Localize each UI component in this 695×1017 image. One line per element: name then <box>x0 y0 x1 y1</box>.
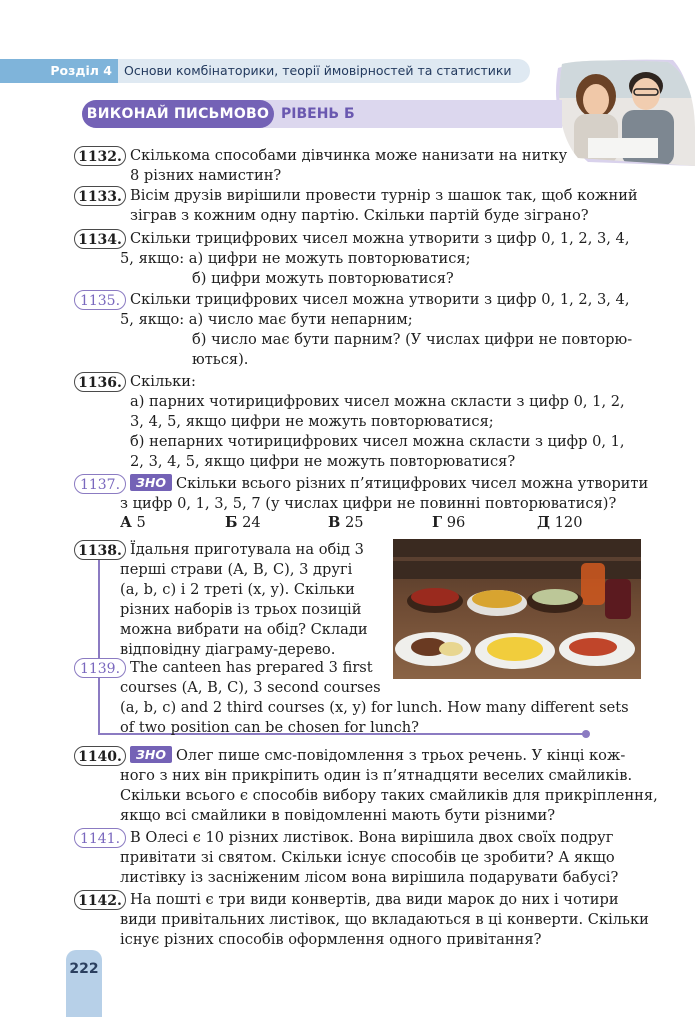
answer-letter: В <box>328 514 341 531</box>
problem-1138-line-1: Їдальня приготувала на обід 3 <box>130 541 364 558</box>
problem-1136-line-1: Скільки: <box>130 373 196 390</box>
section-title: Основи комбінаторики, теорії ймовірностей та статистики <box>124 63 512 78</box>
problem-1136-line-5: 2, 3, 4, 5, якщо цифри не можуть повторюватися? <box>130 453 516 470</box>
zno-badge: ЗНО <box>130 746 172 763</box>
problem-1135-line-2: 5, якщо: а) число має бути непарним; <box>120 311 413 328</box>
task-type-label: ВИКОНАЙ ПИСЬМОВО <box>86 106 270 122</box>
problem-1135-line-4: ються). <box>192 351 249 368</box>
problem-1138-line-4: різних наборів із трьох позицій <box>120 601 362 618</box>
students-photo <box>548 58 695 166</box>
problem-1141-line-2: привітати зі святом. Скільки існує способів це зробити? А якщо <box>120 849 615 866</box>
problem-1139-line-2: courses (A, B, C), 3 second courses <box>120 679 381 696</box>
section-label: Розділ 4 <box>50 63 112 78</box>
problem-1142-line-1: На пошті є три види конвертів, два види марок до них і чотири <box>130 891 619 908</box>
problem-1133-line-2: зіграв з кожним одну партію. Скільки партій буде зіграно? <box>130 207 589 224</box>
problem-1139-line-1: The canteen has prepared 3 first <box>130 659 373 676</box>
problem-number-1141: 1141. <box>74 828 126 848</box>
problem-number-1139: 1139. <box>74 658 126 678</box>
problem-1132-line-1: Скількома способами дівчинка може нанизати на нитку <box>130 147 568 164</box>
problem-number-1136: 1136. <box>74 372 126 392</box>
problem-1137-text-1: Скільки всього різних п’ятицифрових чисел можна утворити <box>175 475 649 492</box>
problem-1139-line-3: (a, b, c) and 2 third courses (x, y) for lunch. How many different sets <box>120 699 629 716</box>
problem-1134-line-3: б) цифри можуть повторюватися? <box>192 270 454 287</box>
answer-value: 120 <box>554 514 583 531</box>
page-number: 222 <box>69 961 99 977</box>
bracket-end-dot <box>582 730 590 738</box>
problem-number-1138: 1138. <box>74 540 126 560</box>
problem-1138-line-6: відповідну діаграму-дерево. <box>120 641 336 658</box>
problem-number-1133: 1133. <box>74 186 126 206</box>
answer-option-g <box>432 514 465 531</box>
answer-option-d <box>537 514 582 531</box>
answer-option-v <box>328 514 364 531</box>
zno-badge: ЗНО <box>130 474 172 491</box>
answer-letter: А <box>120 514 132 531</box>
answer-value: 96 <box>446 514 466 531</box>
problem-1140-line-2: ного з них він прикріпить один із п’ятнадцяти веселих смайликів. <box>120 767 633 784</box>
problem-number-1132: 1132. <box>74 146 126 166</box>
section-tag <box>0 59 118 83</box>
problem-1138-line-2: перші страви (A, B, C), 3 другі <box>120 561 353 578</box>
problem-1132-line-2: 8 різних намистин? <box>130 167 282 184</box>
problem-1140-line-4: якщо всі смайлики в повідомленні мають бути різними? <box>120 807 556 824</box>
canteen-food-photo <box>393 539 641 679</box>
problem-1141-line-3: листівку із засніженим лісом вона вирішила подарувати бабусі? <box>120 869 619 886</box>
problem-number-1137: 1137. <box>74 474 126 494</box>
problem-1142-line-3: існує різних способів оформлення одного привітання? <box>120 931 542 948</box>
answer-value: 24 <box>242 514 261 531</box>
problem-1136-line-2: а) парних чотирицифрових чисел можна скласти з цифр 0, 1, 2, <box>130 393 625 410</box>
problem-1139-line-4: of two position can be chosen for lunch? <box>120 719 419 736</box>
answer-letter: Г <box>432 514 443 531</box>
problem-1133-line-1: Вісім друзів вирішили провести турнір з шашок так, щоб кожний <box>130 187 638 204</box>
problem-1140-line-1 <box>130 746 625 766</box>
problem-number-1142: 1142. <box>74 890 126 910</box>
answer-value: 25 <box>344 514 364 531</box>
problem-1138-line-5: можна вибрати на обід? Склади <box>120 621 368 638</box>
bracket-vertical-line <box>98 560 100 734</box>
answer-letter: Б <box>225 514 238 531</box>
answer-option-b <box>225 514 261 531</box>
problem-1137-line-2: з цифр 0, 1, 3, 5, 7 (у числах цифри не повинні повторюватися)? <box>120 495 617 512</box>
problem-number-1140: 1140. <box>74 746 126 766</box>
problem-1136-line-3: 3, 4, 5, якщо цифри не можуть повторюватися; <box>130 413 494 430</box>
problem-1137-line-1 <box>130 474 648 494</box>
task-type-badge <box>82 100 274 128</box>
level-label: РІВЕНЬ Б <box>281 106 355 122</box>
problem-1140-line-3: Скільки всього є способів вибору таких смайликів для прикріплення, <box>120 787 658 804</box>
problem-number-1134: 1134. <box>74 229 126 249</box>
problem-1140-text-1: Олег пише смс-повідомлення з трьох речень. У кінці кож- <box>175 747 626 764</box>
problem-1136-line-4: б) непарних чотирицифрових чисел можна скласти з цифр 0, 1, <box>130 433 625 450</box>
problem-1142-line-2: види привітальних листівок, що вкладаються в ці конверти. Скільки <box>120 911 649 928</box>
answer-letter: Д <box>537 514 550 531</box>
problem-number-1135: 1135. <box>74 290 126 310</box>
problem-1135-line-1: Скільки трицифрових чисел можна утворити з цифр 0, 1, 2, 3, 4, <box>130 291 630 308</box>
problem-1138-line-3: (a, b, c) і 2 треті (x, y). Скільки <box>120 581 355 598</box>
answer-value: 5 <box>136 514 146 531</box>
problem-1135-line-3: б) число має бути парним? (У числах цифри не повторю- <box>192 331 633 348</box>
problem-1134-line-2: 5, якщо: а) цифри не можуть повторюватися; <box>120 250 471 267</box>
problem-1141-line-1: В Олесі є 10 різних листівок. Вона вирішила двох своїх подруг <box>130 829 614 846</box>
problem-1134-line-1: Скільки трицифрових чисел можна утворити з цифр 0, 1, 2, 3, 4, <box>130 230 630 247</box>
answer-option-a <box>120 514 146 531</box>
